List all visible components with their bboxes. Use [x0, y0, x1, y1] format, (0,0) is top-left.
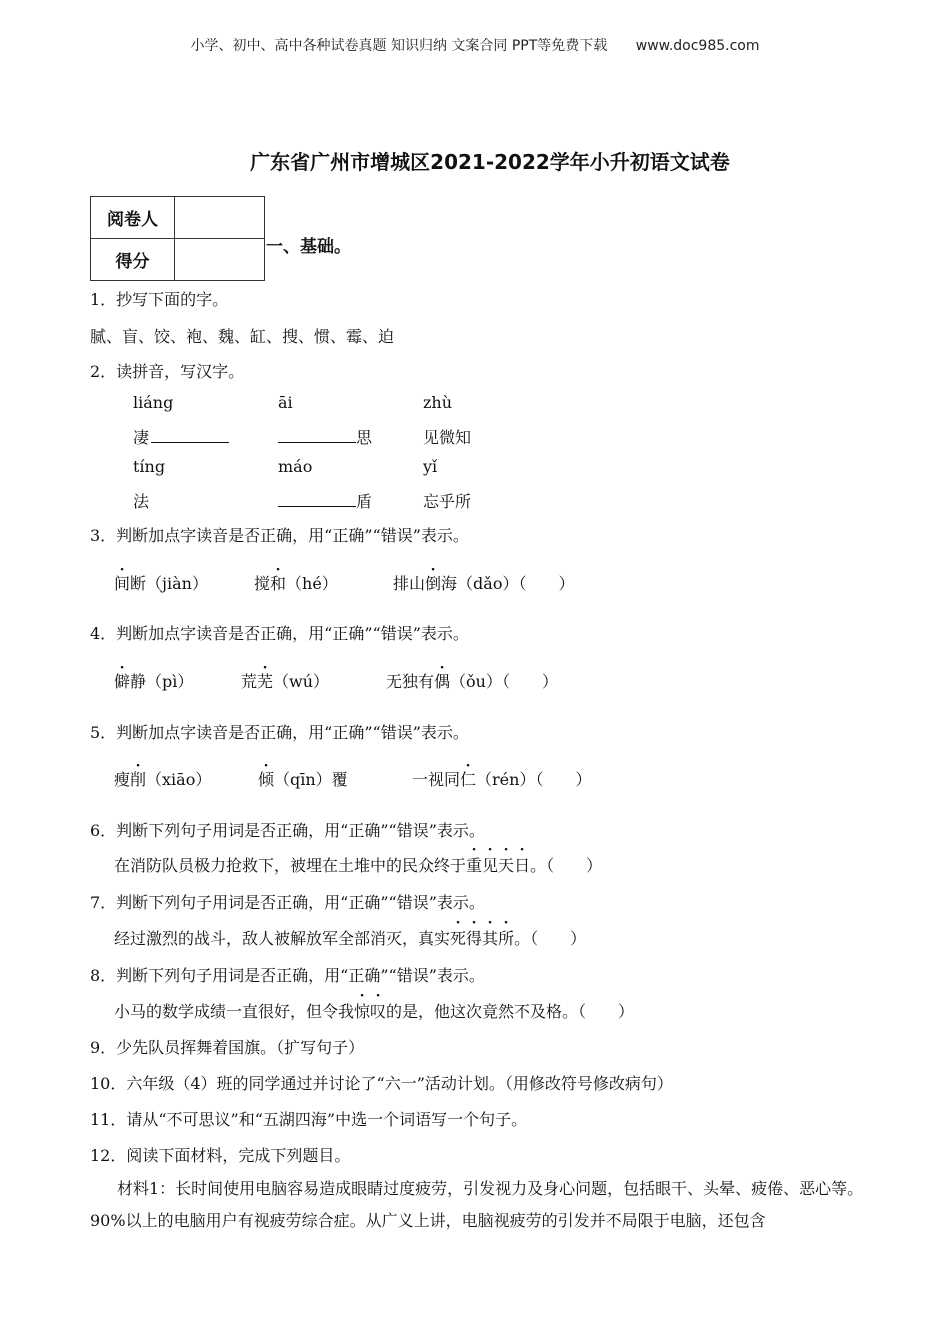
- pinyin-zhu: zhù: [423, 393, 453, 412]
- score-table: [90, 196, 265, 281]
- q4-word-3: 无独有偶（ǒu）（ ）: [386, 672, 558, 691]
- header-url[interactable]: www.doc985.com: [635, 38, 760, 54]
- q3-word-3: 排山倒海（dǎo）（ ）: [393, 574, 575, 593]
- q3-word-2: 搅和（hé）: [254, 574, 338, 593]
- question-6: 6．判断下列句子用词是否正确，用“正确”“错误”表示。: [90, 821, 485, 840]
- question-6-sentence: 在消防队员极力抢救下，被埋在土堆中的民众终于重见天日。（ ）: [114, 856, 603, 875]
- pinyin-ting: tíng: [133, 457, 166, 476]
- q4-word-2: 荒芜（wú）: [241, 672, 330, 691]
- answer-blank[interactable]: [278, 428, 356, 443]
- score-label: 得分: [91, 239, 175, 281]
- question-4: 4．判断加点字读音是否正确，用“正确”“错误”表示。: [90, 624, 469, 643]
- question-9: 9．少先队员挥舞着国旗。（扩写句子）: [90, 1038, 365, 1057]
- reviewer-label: 阅卷人: [91, 197, 175, 239]
- question-2: 2．读拼音，写汉字。: [90, 362, 245, 381]
- pinyin-ai: āi: [278, 393, 293, 412]
- pinyin-liang: liáng: [133, 393, 174, 412]
- word-fa: 法: [133, 492, 150, 511]
- answer-blank[interactable]: [278, 492, 356, 507]
- header-text: 小学、初中、高中各种试卷真题 知识归纳 文案合同 PPT等免费下载: [190, 38, 608, 54]
- q5-word-3: 一视同仁（rén）（ ）: [412, 770, 592, 789]
- answer-blank[interactable]: [151, 428, 229, 443]
- word-jianweizhi: 见微知: [423, 428, 472, 447]
- section-heading: 一、基础。: [266, 237, 351, 257]
- word-qi: 凄: [133, 425, 229, 448]
- q3-word-1: 间断（jiàn）: [114, 574, 208, 593]
- question-7: 7．判断下列句子用词是否正确，用“正确”“错误”表示。: [90, 893, 485, 912]
- word-dun: 盾: [278, 489, 372, 512]
- question-11: 11．请从“不可思议”和“五湖四海”中选一个词语写一个句子。: [90, 1110, 528, 1129]
- word-wanghusuo: 忘乎所: [423, 492, 472, 511]
- question-8-sentence: 小马的数学成绩一直很好，但令我惊叹的是，他这次竟然不及格。（ ）: [114, 1002, 635, 1021]
- score-box[interactable]: [175, 239, 265, 281]
- pinyin-mao: máo: [278, 457, 313, 476]
- question-7-sentence: 经过激烈的战斗，敌人被解放军全部消灭，真实死得其所。（ ）: [114, 929, 587, 948]
- q4-word-1: 僻静（pì）: [114, 672, 194, 691]
- question-3: 3．判断加点字读音是否正确，用“正确”“错误”表示。: [90, 526, 469, 545]
- material-1-paragraph: 材料1：长时间使用电脑容易造成眼睛过度疲劳，引发视力及身心问题，包括眼干、头晕、疲倦、恶心等。90%以上的电脑用户有视疲劳综合症。从广义上讲，电脑视疲劳的引发并不局限于电脑，还包含: [90, 1179, 864, 1230]
- exam-title: 广东省广州市增城区2021-2022学年小升初语文试卷: [250, 150, 730, 174]
- page-header: [0, 35, 950, 55]
- q5-word-2: 倾（qīn）覆: [258, 770, 348, 789]
- question-10: 10．六年级（4）班的同学通过并讨论了“六一”活动计划。（用修改符号修改病句）: [90, 1074, 673, 1093]
- question-8: 8．判断下列句子用词是否正确，用“正确”“错误”表示。: [90, 966, 485, 985]
- pinyin-yi: yǐ: [423, 457, 438, 476]
- reviewer-box[interactable]: [175, 197, 265, 239]
- question-1-chars: 腻、盲、饺、袍、魏、缸、搜、惯、霉、迫: [90, 327, 395, 346]
- word-si: 思: [278, 425, 372, 448]
- question-1: 1．抄写下面的字。: [90, 290, 229, 309]
- question-5: 5．判断加点字读音是否正确，用“正确”“错误”表示。: [90, 723, 469, 742]
- q5-word-1: 瘦削（xiāo）: [114, 770, 212, 789]
- question-12: 12．阅读下面材料，完成下列题目。: [90, 1146, 351, 1165]
